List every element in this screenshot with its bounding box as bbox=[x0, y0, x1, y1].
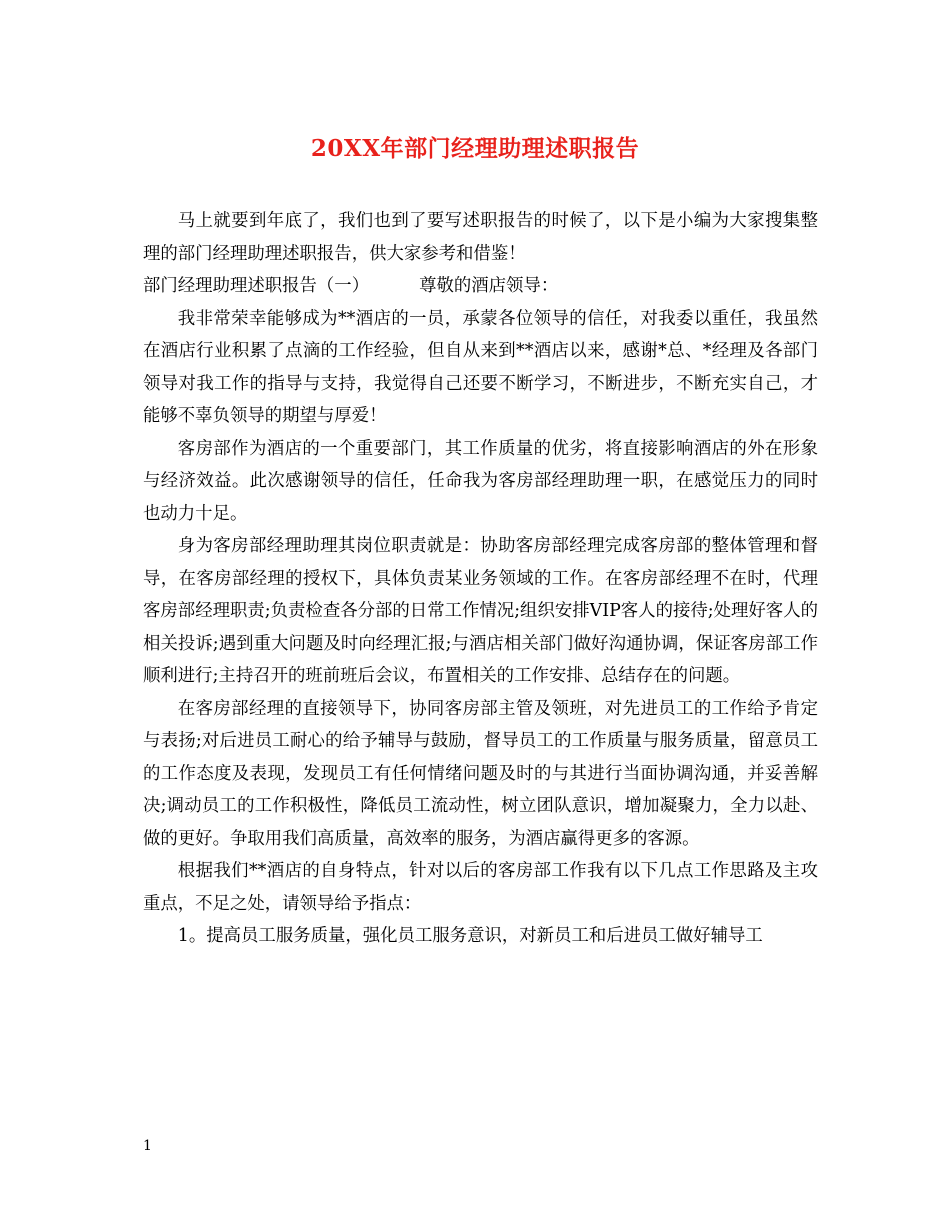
section-heading: 部门经理助理述职报告（一） bbox=[143, 276, 370, 296]
page-number: 1 bbox=[143, 1138, 152, 1154]
intro-paragraph: 马上就要到年底了，我们也到了要写述职报告的时候了，以下是小编为大家搜集整理的部门经理助理述职报告，供大家参考和借鉴！ bbox=[143, 211, 818, 264]
document-title: 20XX年部门经理助理述职报告 bbox=[310, 135, 640, 162]
body-paragraph-2: 客房部作为酒店的一个重要部门，其工作质量的优劣，将直接影响酒店的外在形象与经济效益。此次感谢领导的信任，任命我为客房部经理助理一职，在感觉压力的同时也动力十足。 bbox=[143, 438, 818, 524]
body-paragraph-3: 身为客房部经理助理其岗位职责就是：协助客房部经理完成客房部的整体管理和督导，在客房部经理的授权下，具体负责某业务领域的工作。在客房部经理不在时，代理客房部经理职责;负责检查各分部的日常工作情况;组织安排VIP客人的接待;处理好客人的相关投诉;遇到重大问题及时向经理汇报;与酒店相关部门做好沟通协调，保证客房部工作顺利进行;主持召开的班前班后会议，布置相关的工作安排、总结存在的问题。 bbox=[143, 536, 818, 686]
body-paragraph-1: 我非常荣幸能够成为**酒店的一员，承蒙各位领导的信任，对我委以重任，我虽然在酒店行业积累了点滴的工作经验，但自从来到**酒店以来，感谢*总、*经理及各部门领导对我工作的指导与支持，我觉得自己还要不断学习，不断进步，不断充实自己，才能够不辜负领导的期望与厚爱！ bbox=[143, 308, 818, 426]
section-heading-line bbox=[143, 270, 818, 303]
body-paragraph-6: 1。提高员工服务质量，强化员工服务意识，对新员工和后进员工做好辅导工 bbox=[177, 926, 763, 946]
body-paragraph-5: 根据我们**酒店的自身特点，针对以后的客房部工作我有以下几点工作思路及主攻重点，不足之处，请领导给予指点： bbox=[143, 861, 818, 914]
document-body bbox=[143, 205, 818, 953]
salutation: 尊敬的酒店领导： bbox=[419, 276, 559, 296]
body-paragraph-4: 在客房部经理的直接领导下，协同客房部主管及领班，对先进员工的工作给予肯定与表扬;对后进员工耐心的给予辅导与鼓励，督导员工的工作质量与服务质量，留意员工的工作态度及表现，发现员工有任何情绪问题及时的与其进行当面协调沟通，并妥善解决;调动员工的工作积极性，降低员工流动性，树立团队意识，增加凝聚力，全力以赴、做的更好。争取用我们高质量，高效率的服务，为酒店赢得更多的客源。 bbox=[143, 698, 818, 849]
